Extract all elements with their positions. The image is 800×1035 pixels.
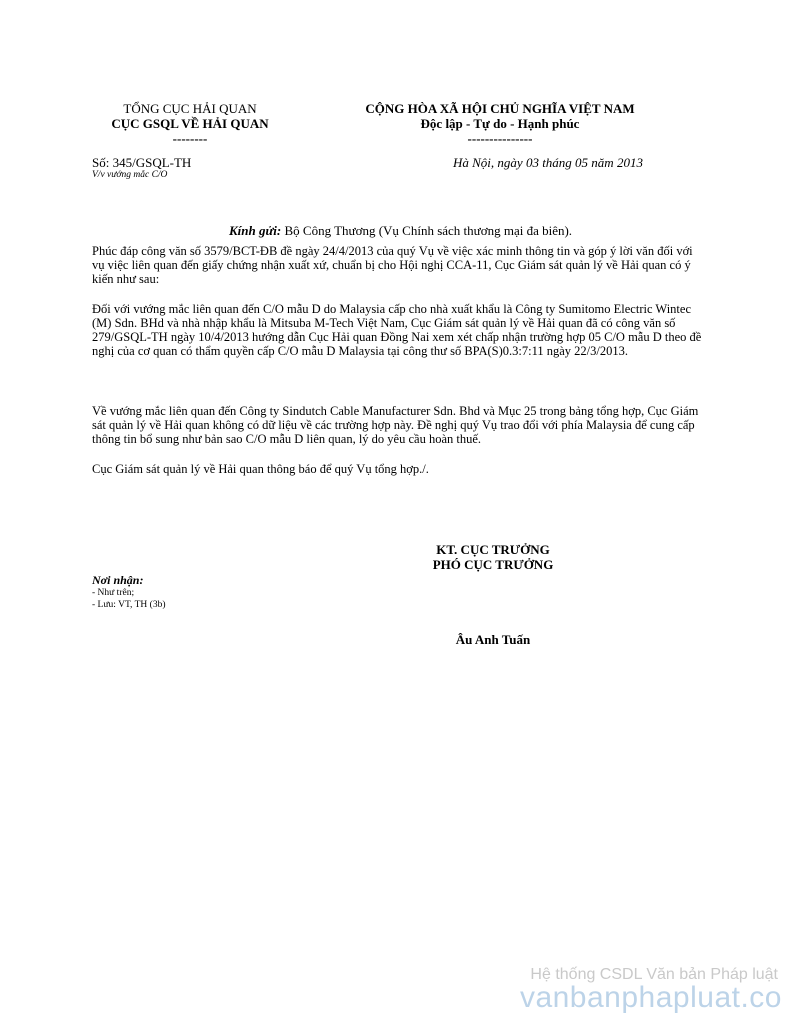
recipient-item: - Lưu: VT, TH (3b) <box>92 600 166 610</box>
nation-rule: --------------- <box>467 131 533 146</box>
recipients-title: Nơi nhận: <box>92 573 144 587</box>
paragraph-4: Cục Giám sát quản lý về Hải quan thông báo để quý Vụ tổng hợp./. <box>92 462 429 476</box>
document-subject: V/v vướng mắc C/O <box>92 170 168 180</box>
signature-title: KT. CỤC TRƯỞNG <box>436 542 550 557</box>
signer-name: Âu Anh Tuấn <box>455 632 531 647</box>
nation-motto: Độc lập - Tự do - Hạnh phúc <box>420 116 580 131</box>
signature-block <box>393 542 593 572</box>
paragraph-3: Về vướng mắc liên quan đến Công ty Sindutch Cable Manufacturer Sdn. Bhd và Mục 25 trong bảng tổng hợp, Cục Giám sát quản lý về Hải quan không có dữ liệu về các trường hợp này. Đề nghị quý Vụ trao đổi với phía Malaysia để cung cấp thông tin bổ sung như bản sao C/O mẫu D liên quan, lý do yêu cầu hoàn thuế. <box>92 404 699 446</box>
watermark-caption: Hệ thống CSDL Văn bản Pháp luật <box>530 966 778 983</box>
recipients-block <box>92 573 166 611</box>
recipient-item: - Như trên; <box>92 588 135 598</box>
document-number: Số: 345/GSQL-TH <box>92 155 192 170</box>
agency-name: CỤC GSQL VỀ HẢI QUAN <box>111 116 269 131</box>
recipient-line <box>229 223 572 238</box>
agency-parent: TỔNG CỤC HẢI QUAN <box>123 101 257 116</box>
national-motto <box>315 101 685 146</box>
recipient-text: Bộ Công Thương (Vụ Chính sách thương mại đa biên). <box>281 223 573 238</box>
paragraph-2: Đối với vướng mắc liên quan đến C/O mẫu D do Malaysia cấp cho nhà xuất khẩu là Công ty Sumitomo Electric Wintec (M) Sdn. BHd và nhà nhập khẩu là Mitsuba M-Tech Việt Nam, Cục Giám sát quản lý về Hải quan đã có công văn số 279/GSQL-TH ngày 10/4/2013 hướng dẫn Cục Hải quan Đồng Nai xem xét chấp nhận trường hợp 05 C/O mẫu D theo đề nghị của cơ quan có thẩm quyền cấp C/O mẫu D Malaysia tại công thư số BPA(S)0.3:7:11 ngày 22/3/2013. <box>92 302 702 358</box>
recipient-label: Kính gửi: <box>229 223 282 238</box>
nation-title: CỘNG HÒA XÃ HỘI CHỦ NGHĨA VIỆT NAM <box>365 101 635 116</box>
agency-rule: -------- <box>172 131 208 146</box>
signature-role: PHÓ CỤC TRƯỞNG <box>432 557 554 572</box>
issuing-agency <box>95 101 285 146</box>
place-date: Hà Nội, ngày 03 tháng 05 năm 2013 <box>453 155 643 170</box>
paragraph-1: Phúc đáp công văn số 3579/BCT-ĐB đề ngày 24/4/2013 của quý Vụ về việc xác minh thông tin và góp ý lời văn đối với vụ việc liên quan đến giấy chứng nhận xuất xứ, chuẩn bị cho Hội nghị CCA-11, Cục Giám sát quản lý về Hải quan có ý kiến như sau: <box>92 244 693 286</box>
watermark-site: vanbanphapluat.co <box>519 981 782 1014</box>
